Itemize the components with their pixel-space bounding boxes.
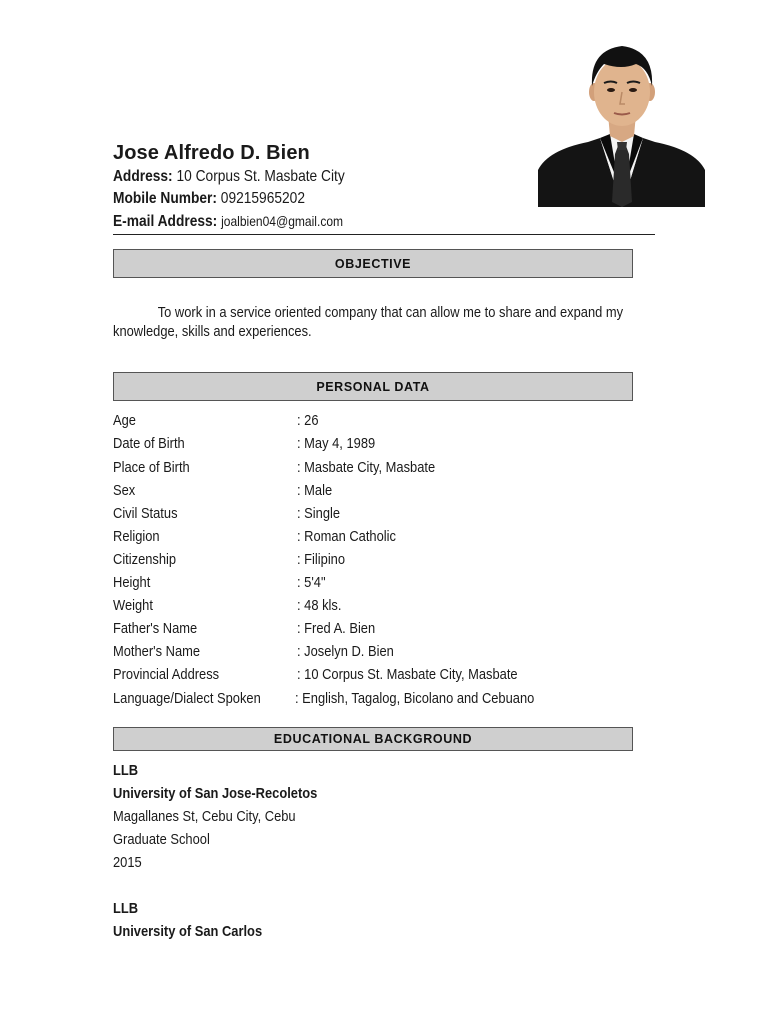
objective-heading: OBJECTIVE bbox=[113, 249, 633, 278]
education-heading: EDUCATIONAL BACKGROUND bbox=[113, 727, 633, 751]
pd-value: : Roman Catholic bbox=[297, 528, 396, 545]
address-line bbox=[113, 168, 345, 186]
applicant-name: Jose Alfredo D. Bien bbox=[113, 142, 310, 164]
pd-value: : Fred A. Bien bbox=[297, 620, 376, 637]
pd-label: Place of Birth bbox=[113, 459, 190, 476]
pd-label: Weight bbox=[113, 597, 153, 614]
education-degree: LLB bbox=[113, 762, 139, 779]
pd-label: Language/Dialect Spoken bbox=[113, 690, 261, 707]
objective-text: To work in a service oriented company that can allow me to share and expand my knowledge, skills and experiences. bbox=[113, 304, 624, 340]
pd-label: Religion bbox=[113, 528, 160, 545]
pd-label: Provincial Address bbox=[113, 666, 220, 683]
pd-value: : Filipino bbox=[297, 551, 346, 568]
education-location: Magallanes St, Cebu City, Cebu bbox=[113, 808, 296, 825]
pd-label: Civil Status bbox=[113, 505, 178, 522]
pd-label: Citizenship bbox=[113, 551, 177, 568]
address-value: 10 Corpus St. Masbate City bbox=[176, 168, 345, 185]
pd-value: : Single bbox=[297, 505, 341, 522]
mobile-value: 09215965202 bbox=[220, 190, 305, 207]
pd-value: : 5'4" bbox=[297, 574, 326, 591]
pd-value: : 26 bbox=[297, 412, 319, 429]
objective-paragraph bbox=[113, 303, 638, 341]
personal-data-heading: PERSONAL DATA bbox=[113, 372, 633, 401]
pd-value: : Male bbox=[297, 482, 333, 499]
pd-label: Father's Name bbox=[113, 620, 198, 637]
pd-value: : May 4, 1989 bbox=[297, 435, 376, 452]
email-label: E-mail Address: bbox=[113, 213, 218, 230]
email-line bbox=[113, 213, 343, 231]
pd-label: Mother's Name bbox=[113, 643, 201, 660]
education-degree: LLB bbox=[113, 900, 139, 917]
education-year: 2015 bbox=[113, 854, 142, 871]
pd-value: : 48 kls. bbox=[297, 597, 342, 614]
pd-label: Date of Birth bbox=[113, 435, 185, 452]
mobile-line bbox=[113, 190, 305, 208]
education-level: Graduate School bbox=[113, 831, 210, 848]
pd-label: Height bbox=[113, 574, 151, 591]
pd-label: Age bbox=[113, 412, 136, 429]
pd-value: : 10 Corpus St. Masbate City, Masbate bbox=[297, 666, 518, 683]
portrait-image bbox=[538, 42, 705, 207]
pd-label: Sex bbox=[113, 482, 136, 499]
pd-value: : Joselyn D. Bien bbox=[297, 643, 394, 660]
address-label: Address: bbox=[113, 168, 173, 185]
email-value: joalbien04@gmail.com bbox=[221, 213, 344, 229]
profile-photo bbox=[538, 42, 705, 207]
mobile-label: Mobile Number: bbox=[113, 190, 217, 207]
education-school: University of San Carlos bbox=[113, 923, 263, 940]
header-divider bbox=[113, 234, 655, 235]
pd-value: : English, Tagalog, Bicolano and Cebuano bbox=[295, 690, 535, 707]
education-school: University of San Jose-Recoletos bbox=[113, 785, 318, 802]
pd-value: : Masbate City, Masbate bbox=[297, 459, 436, 476]
